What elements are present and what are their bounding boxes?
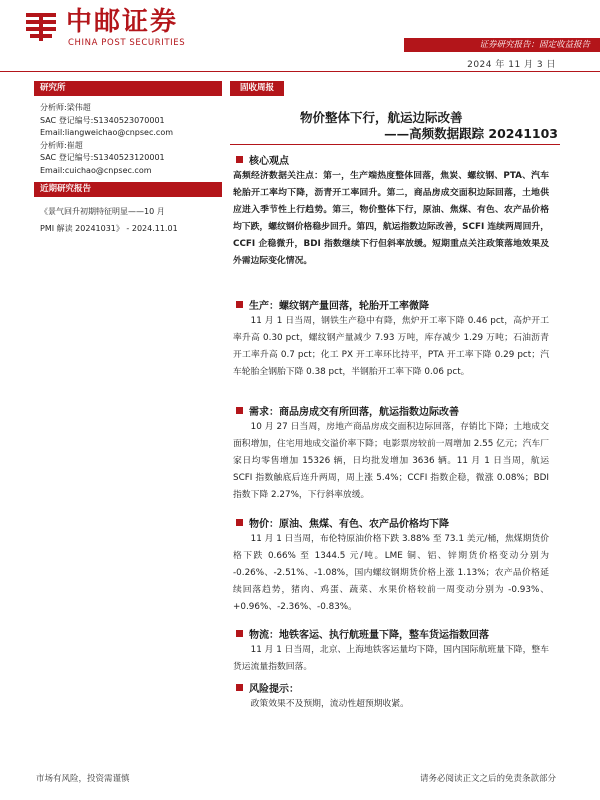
analyst-line: 分析师:梁伟超 — [40, 103, 91, 112]
analyst-line: SAC 登记编号:S1340523120001 — [40, 153, 165, 162]
header-divider — [0, 71, 600, 72]
footer-terms-note: 请务必阅读正文之后的免责条款部分 — [419, 774, 556, 784]
analyst-email[interactable]: Email:cuichao@cnpsec.com — [40, 165, 152, 175]
recent-report-line: 《景气回升初期特征明显——10 月 — [40, 207, 165, 216]
report-date: 2024 年 11 月 3 日 — [467, 60, 556, 70]
research-heading: 研究所 — [34, 81, 222, 96]
section-body-production: 11 月 1 日当周，钢铁生产稳中有降，焦炉开工率下降 0.46 pct，高炉开工率升高 0.30 pct，螺纹钢产量减少 7.93 万吨，库存减少 1.29 万吨；石油沥青开工率升高 0.7 pct；化工 PX 开工率环比持平，PTA 开工率下降 0.29 pct；汽车轮胎全钢胎下降 0.38 pct，半钢胎开工率下降 0.06 pct。 — [233, 316, 549, 377]
section-heading-risks: 风险提示： — [236, 680, 299, 695]
analyst-email[interactable]: Email:liangweichao@cnpsec.com — [40, 128, 174, 137]
analyst-line: 分析师:崔超 — [40, 140, 83, 150]
bullet-icon — [236, 301, 243, 308]
bullet-icon — [236, 519, 243, 526]
section-body-core-view: 高频经济数据关注点：第一，生产端热度整体回落，焦炭、螺纹钢、PTA、汽车轮胎开工率均下降，沥青开工率回升。第二，商品房成交面积边际回落，土地供应进入季节性上行趋势。第三，物价整体下行，原油、焦煤、有色、农产品价格均下跌，螺纹钢价格稳步回升。第四，航运指数边际改善，SCFI 连续两周回升，CCFI 企稳微升，BDI 指数继续下行但斜率放缓。短期重点关注政策落地效果及外需边际变化情况。 — [233, 171, 549, 266]
section-heading-logistics: 物流：地铁客运、执行航班量下降，整车货运指数回落 — [236, 626, 489, 641]
section-body-logistics: 11 月 1 日当周，北京、上海地铁客运量均下降，国内国际航班量下降，整车货运流量指数回落。 — [233, 645, 549, 672]
bullet-icon — [236, 407, 243, 414]
section-body-prices: 11 月 1 日当周，布伦特原油价格下跌 3.88% 至 73.1 美元/桶，焦煤期货价格下跌 0.66% 至 1344.5 元/吨。LME 铜、铝、锌期货价格变动分别为 -0.26%、-2.51%、-1.08%，国内螺纹钢期货价格上涨 1.13%；农产品价格延续回落趋势，猪肉、鸡蛋、蔬菜、水果价格较前一周变动分别为 -0.93%、+0.96%、-2.36%、-0.83%。 — [233, 534, 549, 612]
report-subtitle: ——高频数据跟踪 20241103 — [384, 126, 558, 141]
analyst-line: SAC 登记编号:S1340523070001 — [40, 115, 165, 125]
bullet-icon — [236, 630, 243, 637]
analyst-info — [40, 102, 173, 177]
report-type: 证券研究报告：固定收益报告 — [479, 40, 590, 50]
section-heading-core-view: 核心观点 — [236, 152, 289, 167]
title-divider — [230, 144, 560, 145]
logo-chinese-name: 中邮证券 — [66, 7, 179, 37]
china-post-logo-icon — [22, 8, 60, 46]
section-body-risks: 政策效果不及预期，流动性超预期收紧。 — [250, 699, 409, 709]
bullet-icon — [236, 156, 243, 163]
recent-report-line: PMI 解读 20241031》 - 2024.11.01 — [40, 224, 178, 233]
logo-english-name: CHINA POST SECURITIES — [68, 38, 186, 48]
bullet-icon — [236, 684, 243, 691]
recent-reports-heading: 近期研究报告 — [34, 182, 222, 197]
report-category-tag: 固收周报 — [230, 81, 284, 96]
report-title: 物价整体下行，航运边际改善 — [300, 110, 463, 125]
section-body-demand: 10 月 27 日当周，房地产商品房成交面积边际回落，存销比下降；土地成交面积增加，住宅用地成交溢价率下降；电影票房较前一周增加 2.55 亿元；汽车厂家日均零售增加 15326 辆，日均批发增加 3636 辆。11 月 1 日当周，航运 SCFI 指数触底后连升两周，周上涨 5.4%；CCFI 指数企稳，微涨 0.08%；BDI 指数下降 2.27%，下行斜率放缓。 — [233, 422, 549, 500]
section-heading-prices: 物价：原油、焦煤、有色、农产品价格均下降 — [236, 515, 449, 530]
footer-disclaimer: 市场有风险，投资需谨慎 — [36, 774, 130, 784]
company-logo — [22, 6, 212, 50]
section-heading-demand: 需求：商品房成交有所回落，航运指数边际改善 — [236, 403, 459, 418]
section-heading-production: 生产：螺纹钢产量回落，轮胎开工率微降 — [236, 297, 429, 312]
recent-report-link[interactable] — [40, 203, 178, 237]
